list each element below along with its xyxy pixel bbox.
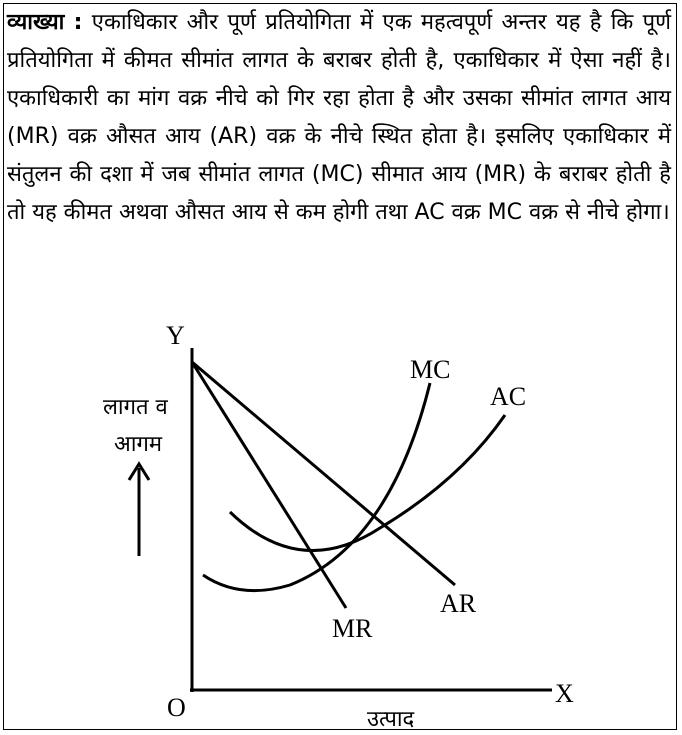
y-axis-label: Y bbox=[166, 321, 185, 350]
mr-label: MR bbox=[332, 614, 373, 643]
ac-curve bbox=[230, 415, 505, 551]
label-separator: : bbox=[73, 10, 83, 35]
mc-label: MC bbox=[410, 355, 451, 384]
explanation-text: एकाधिकार और पूर्ण प्रतियोगिता में एक महत्वपूर्ण अन्तर यह है कि पूर्ण प्रतियोगिता में कीमत सीमांत लागत के बराबर होती है, एकाधिकार में ऐसा नहीं है। एकाधिकारी का मांग वक्र नीचे को गिर रहा होता है और उसका सीमांत लागत आय (MR) वक्र औसत आय (AR) वक्र के नीचे स्थित होता है। इसलिए एकाधिकार में संतुलन की दशा में जब सीमांत लागत (MC) सीमात आय (MR) के बराबर होती है तो यह कीमत अथवा औसत आय से कम होगी तथा AC वक्र MC वक्र से नीचे होगा। bbox=[7, 10, 672, 225]
x-axis-label: X bbox=[555, 679, 574, 708]
y-axis-title-line2: आगम bbox=[114, 432, 163, 457]
explanation-label: व्याख्या bbox=[7, 10, 65, 35]
y-axis-title-line1: लागत व bbox=[103, 395, 168, 420]
origin-label: O bbox=[167, 693, 186, 722]
ac-label: AC bbox=[490, 382, 527, 411]
mr-curve bbox=[192, 362, 346, 608]
x-axis-title: उत्पाद bbox=[367, 707, 415, 732]
upward-arrow-icon bbox=[129, 464, 149, 556]
ar-curve bbox=[192, 362, 455, 585]
ar-label: AR bbox=[440, 589, 477, 618]
